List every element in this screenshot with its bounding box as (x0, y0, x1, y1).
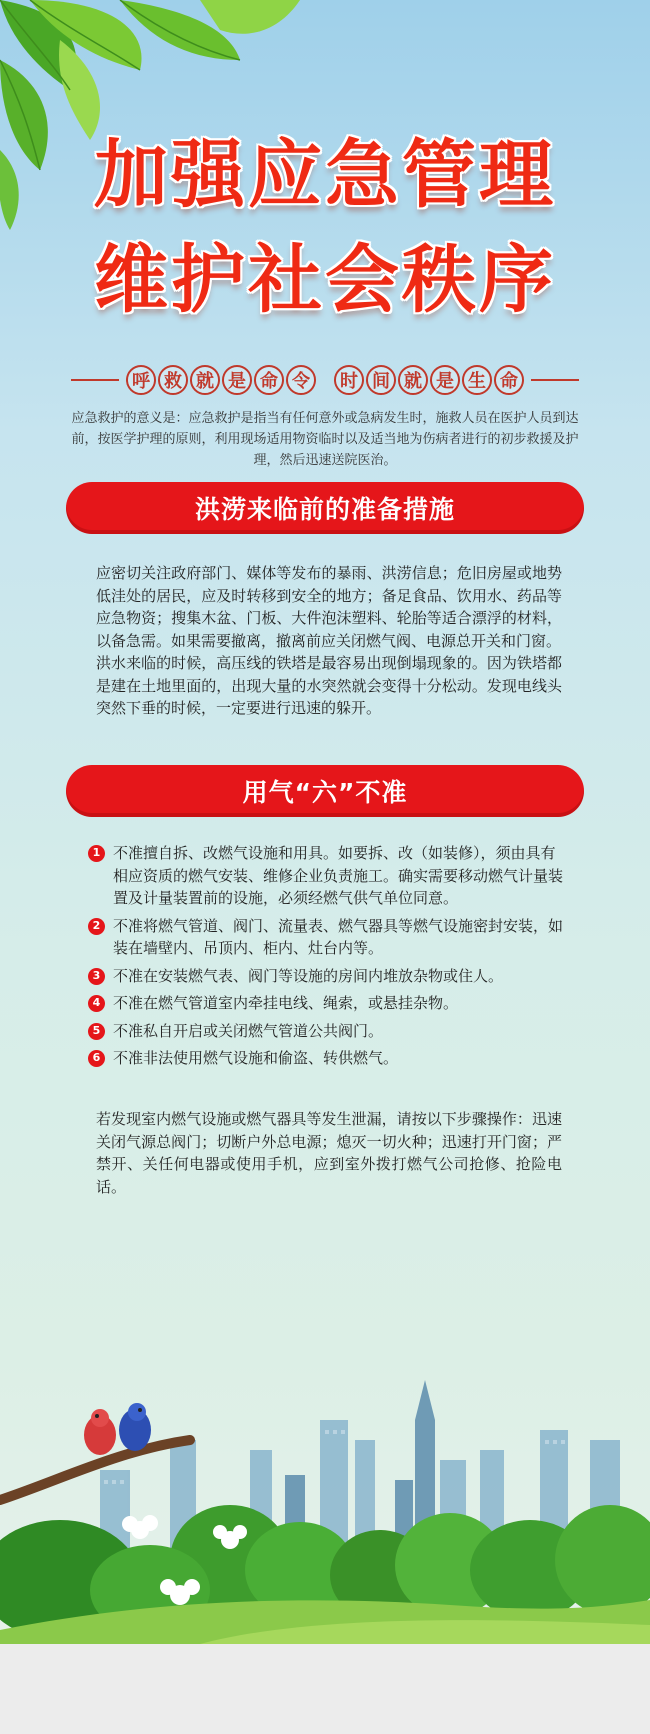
list-item (88, 992, 564, 1015)
slogan-char: 命 (254, 365, 284, 395)
slogan-char: 呼 (126, 365, 156, 395)
rule-text: 不准在燃气管道室内牵挂电线、绳索，或悬挂杂物。 (113, 994, 459, 1012)
rule-text: 不准将燃气管道、阀门、流量表、燃气器具等燃气设施密封安装，如装在墙壁内、吊顶内、柜内、灶台内等。 (113, 916, 564, 957)
rule-text: 不准非法使用燃气设施和偷盗、转供燃气。 (113, 1049, 399, 1067)
number-badge: 6 (88, 1050, 105, 1067)
number-badge: 3 (88, 968, 105, 985)
slogan-char: 时 (334, 365, 364, 395)
rule-text: 不准擅自拆、改燃气设施和用具。如要拆、改（如装修），须由具有相应资质的燃气安装、维修企业负责施工。确实需要移动燃气计量装置及计量装置前的设施，必须经燃气供气单位同意。 (113, 844, 564, 907)
birds-decoration (84, 1403, 151, 1455)
slogan-char: 生 (462, 365, 492, 395)
rule-text: 不准在安装燃气表、阀门等设施的房间内堆放杂物或住人。 (113, 966, 504, 985)
slogan-char: 就 (398, 365, 428, 395)
intro-text: 应急救护的意义是：应急救护是指当有任何意外或急病发生时，施救人员在医护人员到达前，按医学护理的原则，利用现场适用物资临时以及适当地为伤病者进行的初步救援及护理，然后迅速送院医治。 (71, 411, 579, 468)
rule-text: 不准私自开启或关闭燃气管道公共阀门。 (113, 1021, 384, 1040)
number-badge: 5 (88, 1023, 105, 1040)
slogan-char: 令 (286, 365, 316, 395)
number-badge: 4 (88, 995, 105, 1012)
leaves-decoration (0, 0, 300, 260)
footer-band (0, 1644, 650, 1734)
city-skyline (0, 1380, 650, 1644)
section-banner-flood: 洪涝来临前的准备措施 (66, 482, 584, 534)
slogan-char: 命 (494, 365, 524, 395)
paragraph: 洪水来临的时候，高压线的铁塔是最容易出现倒塌现象的。因为铁塔都是建在土地里面的，出现大量的水突然就会变得十分松动。发现电线头突然下垂的时候，一定要进行迅速的躲开。 (96, 654, 562, 717)
slogan-char: 救 (158, 365, 188, 395)
slogan-char: 就 (190, 365, 220, 395)
list-item (88, 842, 564, 910)
paragraph: 应密切关注政府部门、媒体等发布的暴雨、洪涝信息；危旧房屋或地势低洼处的居民，应及时转移到安全的地方；备足食品、饮用水、药品等应急物资；搜集木盆、门板、大件泡沫塑料、轮胎等适合漂浮的材料，以备急需。如果需要撤离，撤离前应关闭燃气阀、电源总开关和门窗。 (96, 564, 562, 650)
slogan (0, 360, 650, 400)
flood-measures (96, 562, 562, 720)
list-item (88, 1047, 564, 1070)
title-line-2: 维护社会秩序 (94, 237, 556, 323)
list-item (88, 1020, 564, 1043)
slogan-char: 是 (222, 365, 252, 395)
slogan-dash-left (71, 379, 119, 381)
slogan-char: 间 (366, 365, 396, 395)
slogan-char: 是 (430, 365, 460, 395)
slogan-dash-right (531, 379, 579, 381)
title-line-1: 加强应急管理 (94, 132, 556, 218)
gas-rules-list (88, 842, 564, 1075)
number-badge: 1 (88, 845, 105, 862)
number-badge: 2 (88, 918, 105, 935)
list-item (88, 915, 564, 960)
leak-instructions: 若发现室内燃气设施或燃气器具等发生泄漏，请按以下步骤操作：迅速关闭气源总阀门；切断户外总电源；熄灭一切火种；迅速打开门窗；严禁开、关任何电器或使用手机，应到室外拨打燃气公司抢修、抢险电话。 (96, 1110, 562, 1196)
list-item (88, 965, 564, 988)
section-banner-gas: 用气“六”不准 (66, 765, 584, 817)
